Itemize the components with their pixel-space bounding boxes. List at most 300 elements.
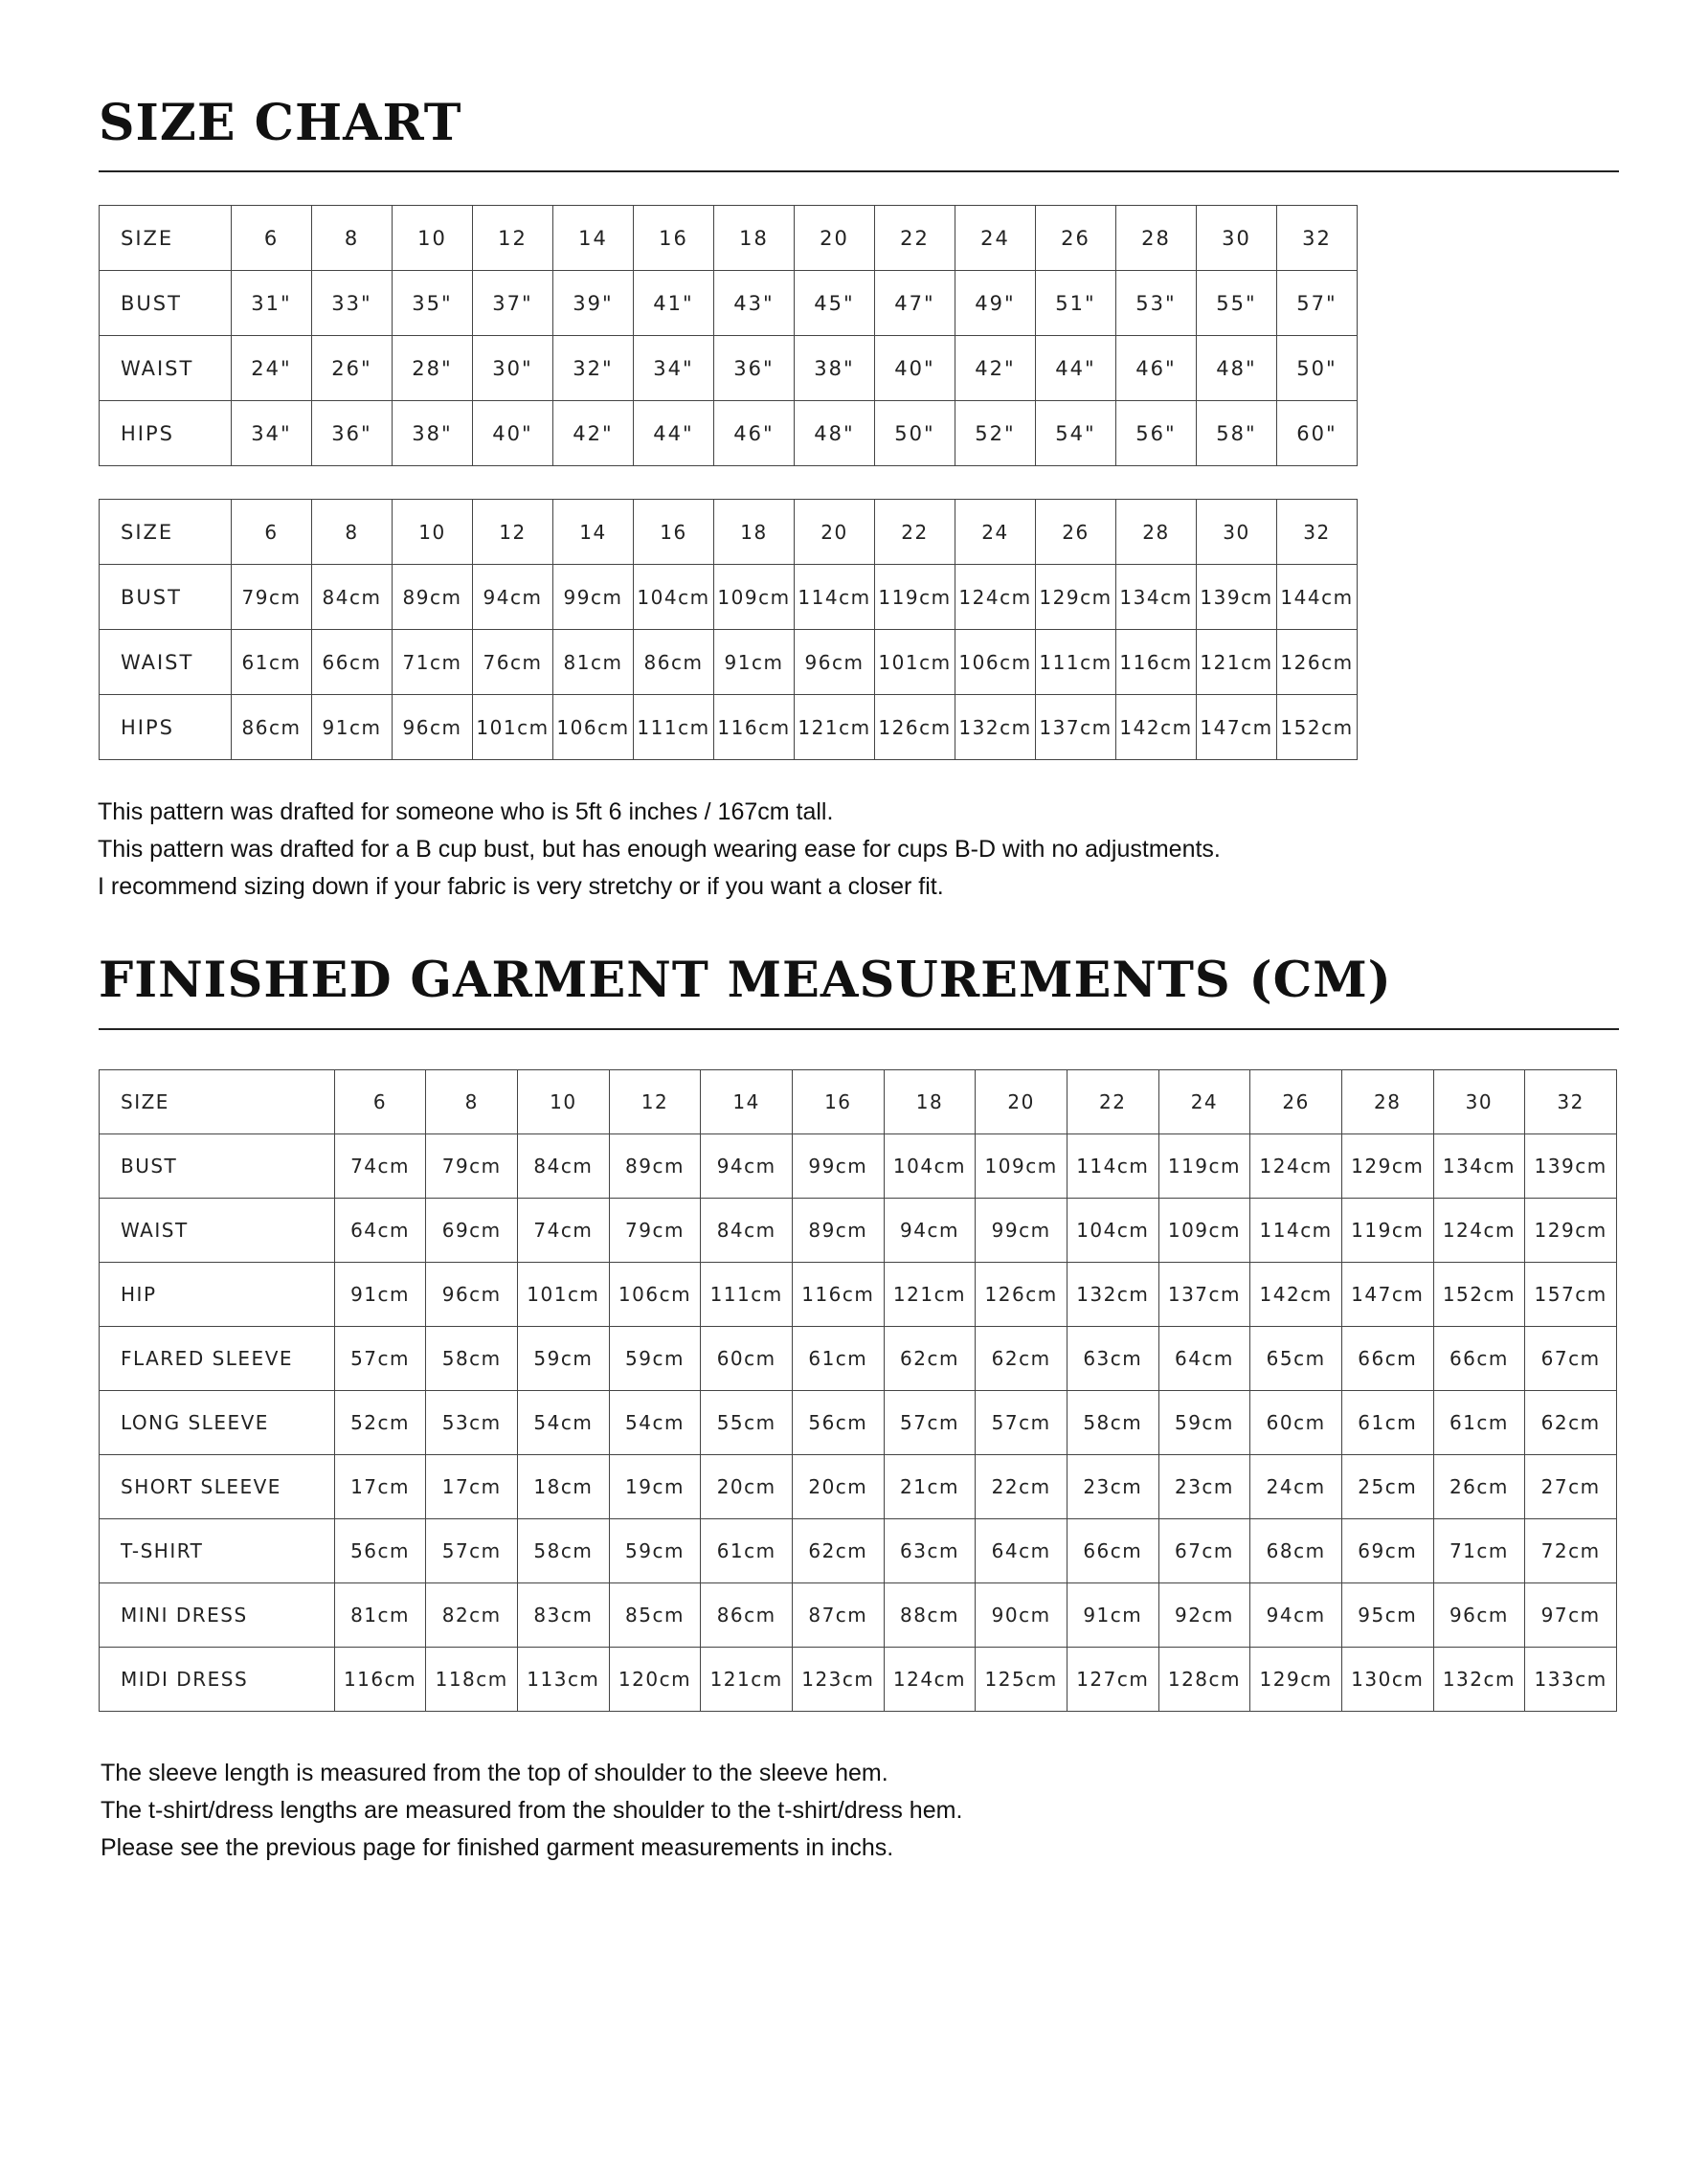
measurement-cell: 87cm	[792, 1583, 884, 1648]
measurement-cell: 76cm	[473, 630, 553, 695]
measurement-cell: 91cm	[334, 1263, 426, 1327]
measurement-cell: 139cm	[1525, 1134, 1617, 1199]
measurement-cell: 132cm	[1067, 1263, 1158, 1327]
measurement-cell: 125cm	[976, 1648, 1068, 1712]
measurement-cell: 129cm	[1250, 1648, 1342, 1712]
measurement-cell: 27cm	[1525, 1455, 1617, 1519]
measurement-cell: 114cm	[1067, 1134, 1158, 1199]
measurement-cell: 114cm	[795, 565, 875, 630]
measurement-cell: 104cm	[884, 1134, 976, 1199]
measurement-cell: 69cm	[1341, 1519, 1433, 1583]
row-label: LONG SLEEVE	[100, 1391, 335, 1455]
measurement-cell: 44"	[634, 401, 714, 466]
title-divider	[99, 170, 1619, 172]
measurement-cell: 34"	[634, 336, 714, 401]
measurement-cell: 51"	[1036, 271, 1116, 336]
measurement-cell: 20cm	[792, 1455, 884, 1519]
measurement-cell: 59cm	[518, 1327, 610, 1391]
measurement-cell: 61cm	[232, 630, 312, 695]
measurement-cell: 62cm	[884, 1327, 976, 1391]
measurement-cell: 109cm	[714, 565, 795, 630]
measurement-cell: 52cm	[334, 1391, 426, 1455]
measurement-cell: 67cm	[1158, 1519, 1250, 1583]
note-line: This pattern was drafted for a B cup bust, but has enough wearing ease for cups B-D with no adjustments.	[98, 836, 1221, 863]
row-label: FLARED SLEEVE	[100, 1327, 335, 1391]
measurement-cell: 119cm	[1341, 1199, 1433, 1263]
measurement-cell: 57"	[1277, 271, 1358, 336]
measurement-cell: 48"	[795, 401, 875, 466]
measurement-cell: 33"	[312, 271, 393, 336]
measurement-cell: 101cm	[518, 1263, 610, 1327]
size-header-cell: 30	[1433, 1070, 1525, 1134]
measurement-cell: 118cm	[426, 1648, 518, 1712]
measurement-cell: 106cm	[553, 695, 634, 760]
size-header-cell: 18	[714, 500, 795, 565]
measurement-cell: 94cm	[473, 565, 553, 630]
measurement-cell: 152cm	[1277, 695, 1358, 760]
measurement-cell: 91cm	[312, 695, 393, 760]
measurement-cell: 114cm	[1250, 1199, 1342, 1263]
measurement-cell: 56cm	[792, 1391, 884, 1455]
measurement-cell: 69cm	[426, 1199, 518, 1263]
size-header-cell: 6	[232, 500, 312, 565]
measurement-cell: 137cm	[1036, 695, 1116, 760]
measurement-cell: 94cm	[1250, 1583, 1342, 1648]
measurement-cell: 26"	[312, 336, 393, 401]
measurement-cell: 53cm	[426, 1391, 518, 1455]
table-row	[100, 1519, 1617, 1583]
measurement-cell: 116cm	[792, 1263, 884, 1327]
measurement-cell: 41"	[634, 271, 714, 336]
measurement-cell: 54"	[1036, 401, 1116, 466]
measurement-cell: 38"	[795, 336, 875, 401]
measurement-cell: 129cm	[1341, 1134, 1433, 1199]
measurement-cell: 116cm	[714, 695, 795, 760]
measurement-cell: 95cm	[1341, 1583, 1433, 1648]
measurement-cell: 31"	[232, 271, 312, 336]
measurement-cell: 116cm	[1116, 630, 1197, 695]
size-header-cell: 8	[312, 206, 393, 271]
measurement-cell: 56"	[1116, 401, 1197, 466]
finished-measurements-notes	[101, 1755, 962, 1867]
size-header-cell: 16	[634, 500, 714, 565]
table-row	[100, 695, 1358, 760]
measurement-cell: 32"	[553, 336, 634, 401]
measurement-cell: 84cm	[518, 1134, 610, 1199]
measurement-cell: 89cm	[609, 1134, 701, 1199]
measurement-cell: 142cm	[1250, 1263, 1342, 1327]
measurement-cell: 109cm	[1158, 1199, 1250, 1263]
measurement-cell: 79cm	[232, 565, 312, 630]
size-header-cell: 18	[884, 1070, 976, 1134]
row-label: BUST	[100, 1134, 335, 1199]
measurement-cell: 64cm	[976, 1519, 1068, 1583]
measurement-cell: 127cm	[1067, 1648, 1158, 1712]
measurement-cell: 147cm	[1197, 695, 1277, 760]
measurement-cell: 94cm	[701, 1134, 793, 1199]
measurement-cell: 72cm	[1525, 1519, 1617, 1583]
row-label: HIP	[100, 1263, 335, 1327]
size-header-cell: 14	[701, 1070, 793, 1134]
finished-measurements-table	[99, 1069, 1617, 1712]
size-header-cell: 24	[955, 500, 1036, 565]
measurement-cell: 54cm	[518, 1391, 610, 1455]
measurement-cell: 62cm	[1525, 1391, 1617, 1455]
measurement-cell: 123cm	[792, 1648, 884, 1712]
measurement-cell: 55"	[1197, 271, 1277, 336]
measurement-cell: 21cm	[884, 1455, 976, 1519]
measurement-cell: 126cm	[976, 1263, 1068, 1327]
header-row	[100, 1070, 1617, 1134]
measurement-cell: 157cm	[1525, 1263, 1617, 1327]
measurement-cell: 66cm	[1433, 1327, 1525, 1391]
measurement-cell: 124cm	[955, 565, 1036, 630]
measurement-cell: 40"	[473, 401, 553, 466]
row-label: BUST	[100, 271, 232, 336]
measurement-cell: 61cm	[1341, 1391, 1433, 1455]
row-label: WAIST	[100, 336, 232, 401]
measurement-cell: 47"	[875, 271, 955, 336]
measurement-cell: 91cm	[714, 630, 795, 695]
size-header-cell: 20	[795, 500, 875, 565]
header-row	[100, 206, 1358, 271]
measurement-cell: 129cm	[1525, 1199, 1617, 1263]
measurement-cell: 26cm	[1433, 1455, 1525, 1519]
measurement-cell: 49"	[955, 271, 1036, 336]
measurement-cell: 50"	[875, 401, 955, 466]
measurement-cell: 42"	[955, 336, 1036, 401]
measurement-cell: 101cm	[875, 630, 955, 695]
measurement-cell: 79cm	[426, 1134, 518, 1199]
size-header-cell: 26	[1250, 1070, 1342, 1134]
measurement-cell: 99cm	[792, 1134, 884, 1199]
measurement-cell: 111cm	[701, 1263, 793, 1327]
measurement-cell: 79cm	[609, 1199, 701, 1263]
measurement-cell: 57cm	[426, 1519, 518, 1583]
measurement-cell: 61cm	[701, 1519, 793, 1583]
table-row	[100, 1199, 1617, 1263]
measurement-cell: 89cm	[792, 1199, 884, 1263]
measurement-cell: 65cm	[1250, 1327, 1342, 1391]
measurement-cell: 119cm	[875, 565, 955, 630]
header-row	[100, 500, 1358, 565]
measurement-cell: 124cm	[1433, 1199, 1525, 1263]
measurement-cell: 38"	[393, 401, 473, 466]
measurement-cell: 94cm	[884, 1199, 976, 1263]
measurement-cell: 121cm	[795, 695, 875, 760]
measurement-cell: 130cm	[1341, 1648, 1433, 1712]
table-row	[100, 565, 1358, 630]
measurement-cell: 22cm	[976, 1455, 1068, 1519]
measurement-cell: 121cm	[701, 1648, 793, 1712]
size-header-cell: 28	[1116, 500, 1197, 565]
measurement-cell: 59cm	[609, 1327, 701, 1391]
measurement-cell: 152cm	[1433, 1263, 1525, 1327]
measurement-cell: 64cm	[1158, 1327, 1250, 1391]
measurement-cell: 50"	[1277, 336, 1358, 401]
size-header-cell: 8	[426, 1070, 518, 1134]
row-label: SIZE	[100, 206, 232, 271]
size-header-cell: 12	[473, 500, 553, 565]
row-label: HIPS	[100, 401, 232, 466]
row-label: HIPS	[100, 695, 232, 760]
measurement-cell: 111cm	[1036, 630, 1116, 695]
size-header-cell: 32	[1525, 1070, 1617, 1134]
size-header-cell: 26	[1036, 500, 1116, 565]
size-header-cell: 6	[232, 206, 312, 271]
measurement-cell: 36"	[312, 401, 393, 466]
measurement-cell: 89cm	[393, 565, 473, 630]
row-label: MIDI DRESS	[100, 1648, 335, 1712]
measurement-cell: 54cm	[609, 1391, 701, 1455]
measurement-cell: 60cm	[701, 1327, 793, 1391]
row-label: MINI DRESS	[100, 1583, 335, 1648]
size-header-cell: 28	[1116, 206, 1197, 271]
measurement-cell: 17cm	[426, 1455, 518, 1519]
measurement-cell: 61cm	[792, 1327, 884, 1391]
table-row	[100, 1263, 1617, 1327]
measurement-cell: 90cm	[976, 1583, 1068, 1648]
table-row	[100, 1391, 1617, 1455]
measurement-cell: 132cm	[955, 695, 1036, 760]
size-header-cell: 28	[1341, 1070, 1433, 1134]
note-line: This pattern was drafted for someone who is 5ft 6 inches / 167cm tall.	[98, 798, 834, 825]
title-divider	[99, 1028, 1619, 1030]
measurement-cell: 120cm	[609, 1648, 701, 1712]
measurement-cell: 46"	[714, 401, 795, 466]
size-header-cell: 10	[393, 500, 473, 565]
measurement-cell: 60cm	[1250, 1391, 1342, 1455]
measurement-cell: 48"	[1197, 336, 1277, 401]
row-label: WAIST	[100, 630, 232, 695]
measurement-cell: 88cm	[884, 1583, 976, 1648]
measurement-cell: 124cm	[884, 1648, 976, 1712]
size-header-cell: 22	[1067, 1070, 1158, 1134]
measurement-cell: 134cm	[1116, 565, 1197, 630]
measurement-cell: 66cm	[1067, 1519, 1158, 1583]
note-line: Please see the previous page for finished garment measurements in inchs.	[101, 1834, 894, 1861]
measurement-cell: 86cm	[232, 695, 312, 760]
size-header-cell: 24	[1158, 1070, 1250, 1134]
row-label: SHORT SLEEVE	[100, 1455, 335, 1519]
measurement-cell: 126cm	[1277, 630, 1358, 695]
size-header-cell: 12	[609, 1070, 701, 1134]
measurement-cell: 57cm	[334, 1327, 426, 1391]
measurement-cell: 58cm	[426, 1327, 518, 1391]
note-line: The t-shirt/dress lengths are measured from the shoulder to the t-shirt/dress hem.	[101, 1797, 963, 1824]
size-header-cell: 6	[334, 1070, 426, 1134]
measurement-cell: 44"	[1036, 336, 1116, 401]
size-chart-inches-table	[99, 205, 1358, 466]
table-row	[100, 1455, 1617, 1519]
measurement-cell: 116cm	[334, 1648, 426, 1712]
measurement-cell: 67cm	[1525, 1327, 1617, 1391]
measurement-cell: 63cm	[1067, 1327, 1158, 1391]
measurement-cell: 82cm	[426, 1583, 518, 1648]
measurement-cell: 133cm	[1525, 1648, 1617, 1712]
size-header-cell: 26	[1036, 206, 1116, 271]
note-line: I recommend sizing down if your fabric is very stretchy or if you want a closer fit.	[98, 873, 944, 900]
measurement-cell: 55cm	[701, 1391, 793, 1455]
measurement-cell: 83cm	[518, 1583, 610, 1648]
measurement-cell: 64cm	[334, 1199, 426, 1263]
measurement-cell: 20cm	[701, 1455, 793, 1519]
measurement-cell: 96cm	[426, 1263, 518, 1327]
measurement-cell: 28"	[393, 336, 473, 401]
measurement-cell: 46"	[1116, 336, 1197, 401]
measurement-cell: 43"	[714, 271, 795, 336]
measurement-cell: 81cm	[553, 630, 634, 695]
measurement-cell: 68cm	[1250, 1519, 1342, 1583]
measurement-cell: 24cm	[1250, 1455, 1342, 1519]
measurement-cell: 113cm	[518, 1648, 610, 1712]
measurement-cell: 30"	[473, 336, 553, 401]
measurement-cell: 56cm	[334, 1519, 426, 1583]
measurement-cell: 96cm	[393, 695, 473, 760]
measurement-cell: 57cm	[976, 1391, 1068, 1455]
measurement-cell: 104cm	[1067, 1199, 1158, 1263]
measurement-cell: 97cm	[1525, 1583, 1617, 1648]
size-header-cell: 10	[518, 1070, 610, 1134]
row-label: T-SHIRT	[100, 1519, 335, 1583]
measurement-cell: 58cm	[518, 1519, 610, 1583]
measurement-cell: 52"	[955, 401, 1036, 466]
measurement-cell: 128cm	[1158, 1648, 1250, 1712]
measurement-cell: 59cm	[609, 1519, 701, 1583]
measurement-cell: 53"	[1116, 271, 1197, 336]
measurement-cell: 58"	[1197, 401, 1277, 466]
note-line: The sleeve length is measured from the top of shoulder to the sleeve hem.	[101, 1760, 888, 1786]
size-header-cell: 20	[795, 206, 875, 271]
measurement-cell: 63cm	[884, 1519, 976, 1583]
measurement-cell: 147cm	[1341, 1263, 1433, 1327]
measurement-cell: 23cm	[1067, 1455, 1158, 1519]
measurement-cell: 109cm	[976, 1134, 1068, 1199]
size-header-cell: 22	[875, 500, 955, 565]
size-header-cell: 8	[312, 500, 393, 565]
row-label: SIZE	[100, 1070, 335, 1134]
measurement-cell: 101cm	[473, 695, 553, 760]
measurement-cell: 92cm	[1158, 1583, 1250, 1648]
table-row	[100, 630, 1358, 695]
measurement-cell: 71cm	[393, 630, 473, 695]
measurement-cell: 23cm	[1158, 1455, 1250, 1519]
measurement-cell: 142cm	[1116, 695, 1197, 760]
measurement-cell: 58cm	[1067, 1391, 1158, 1455]
measurement-cell: 106cm	[609, 1263, 701, 1327]
table-row	[100, 271, 1358, 336]
measurement-cell: 121cm	[1197, 630, 1277, 695]
measurement-cell: 25cm	[1341, 1455, 1433, 1519]
measurement-cell: 74cm	[334, 1134, 426, 1199]
measurement-cell: 132cm	[1433, 1648, 1525, 1712]
measurement-cell: 134cm	[1433, 1134, 1525, 1199]
measurement-cell: 121cm	[884, 1263, 976, 1327]
measurement-cell: 18cm	[518, 1455, 610, 1519]
measurement-cell: 19cm	[609, 1455, 701, 1519]
measurement-cell: 71cm	[1433, 1519, 1525, 1583]
measurement-cell: 81cm	[334, 1583, 426, 1648]
table-row	[100, 336, 1358, 401]
size-header-cell: 16	[634, 206, 714, 271]
size-header-cell: 20	[976, 1070, 1068, 1134]
size-header-cell: 18	[714, 206, 795, 271]
measurement-cell: 137cm	[1158, 1263, 1250, 1327]
size-header-cell: 30	[1197, 500, 1277, 565]
measurement-cell: 84cm	[701, 1199, 793, 1263]
size-chart-title: SIZE CHART	[99, 94, 462, 152]
measurement-cell: 74cm	[518, 1199, 610, 1263]
size-header-cell: 32	[1277, 206, 1358, 271]
size-header-cell: 14	[553, 206, 634, 271]
measurement-cell: 126cm	[875, 695, 955, 760]
measurement-cell: 42"	[553, 401, 634, 466]
measurement-cell: 37"	[473, 271, 553, 336]
measurement-cell: 106cm	[955, 630, 1036, 695]
measurement-cell: 86cm	[701, 1583, 793, 1648]
measurement-cell: 45"	[795, 271, 875, 336]
measurement-cell: 59cm	[1158, 1391, 1250, 1455]
table-row	[100, 401, 1358, 466]
measurement-cell: 96cm	[1433, 1583, 1525, 1648]
size-header-cell: 10	[393, 206, 473, 271]
size-header-cell: 16	[792, 1070, 884, 1134]
row-label: BUST	[100, 565, 232, 630]
measurement-cell: 139cm	[1197, 565, 1277, 630]
measurement-cell: 99cm	[976, 1199, 1068, 1263]
table-row	[100, 1648, 1617, 1712]
measurement-cell: 124cm	[1250, 1134, 1342, 1199]
size-header-cell: 12	[473, 206, 553, 271]
measurement-cell: 85cm	[609, 1583, 701, 1648]
table-row	[100, 1134, 1617, 1199]
measurement-cell: 62cm	[976, 1327, 1068, 1391]
size-header-cell: 30	[1197, 206, 1277, 271]
measurement-cell: 96cm	[795, 630, 875, 695]
size-header-cell: 22	[875, 206, 955, 271]
size-chart-cm-table	[99, 499, 1358, 760]
measurement-cell: 34"	[232, 401, 312, 466]
measurement-cell: 60"	[1277, 401, 1358, 466]
measurement-cell: 99cm	[553, 565, 634, 630]
size-header-cell: 14	[553, 500, 634, 565]
measurement-cell: 40"	[875, 336, 955, 401]
measurement-cell: 35"	[393, 271, 473, 336]
size-chart-notes	[98, 794, 1221, 906]
measurement-cell: 61cm	[1433, 1391, 1525, 1455]
size-header-cell: 32	[1277, 500, 1358, 565]
row-label: SIZE	[100, 500, 232, 565]
measurement-cell: 24"	[232, 336, 312, 401]
measurement-cell: 66cm	[312, 630, 393, 695]
measurement-cell: 119cm	[1158, 1134, 1250, 1199]
size-header-cell: 24	[955, 206, 1036, 271]
finished-measurements-title: FINISHED GARMENT MEASUREMENTS (CM)	[99, 952, 1392, 1009]
measurement-cell: 39"	[553, 271, 634, 336]
measurement-cell: 111cm	[634, 695, 714, 760]
measurement-cell: 144cm	[1277, 565, 1358, 630]
measurement-cell: 91cm	[1067, 1583, 1158, 1648]
measurement-cell: 36"	[714, 336, 795, 401]
measurement-cell: 62cm	[792, 1519, 884, 1583]
measurement-cell: 86cm	[634, 630, 714, 695]
measurement-cell: 17cm	[334, 1455, 426, 1519]
table-row	[100, 1583, 1617, 1648]
table-row	[100, 1327, 1617, 1391]
measurement-cell: 57cm	[884, 1391, 976, 1455]
measurement-cell: 129cm	[1036, 565, 1116, 630]
measurement-cell: 104cm	[634, 565, 714, 630]
